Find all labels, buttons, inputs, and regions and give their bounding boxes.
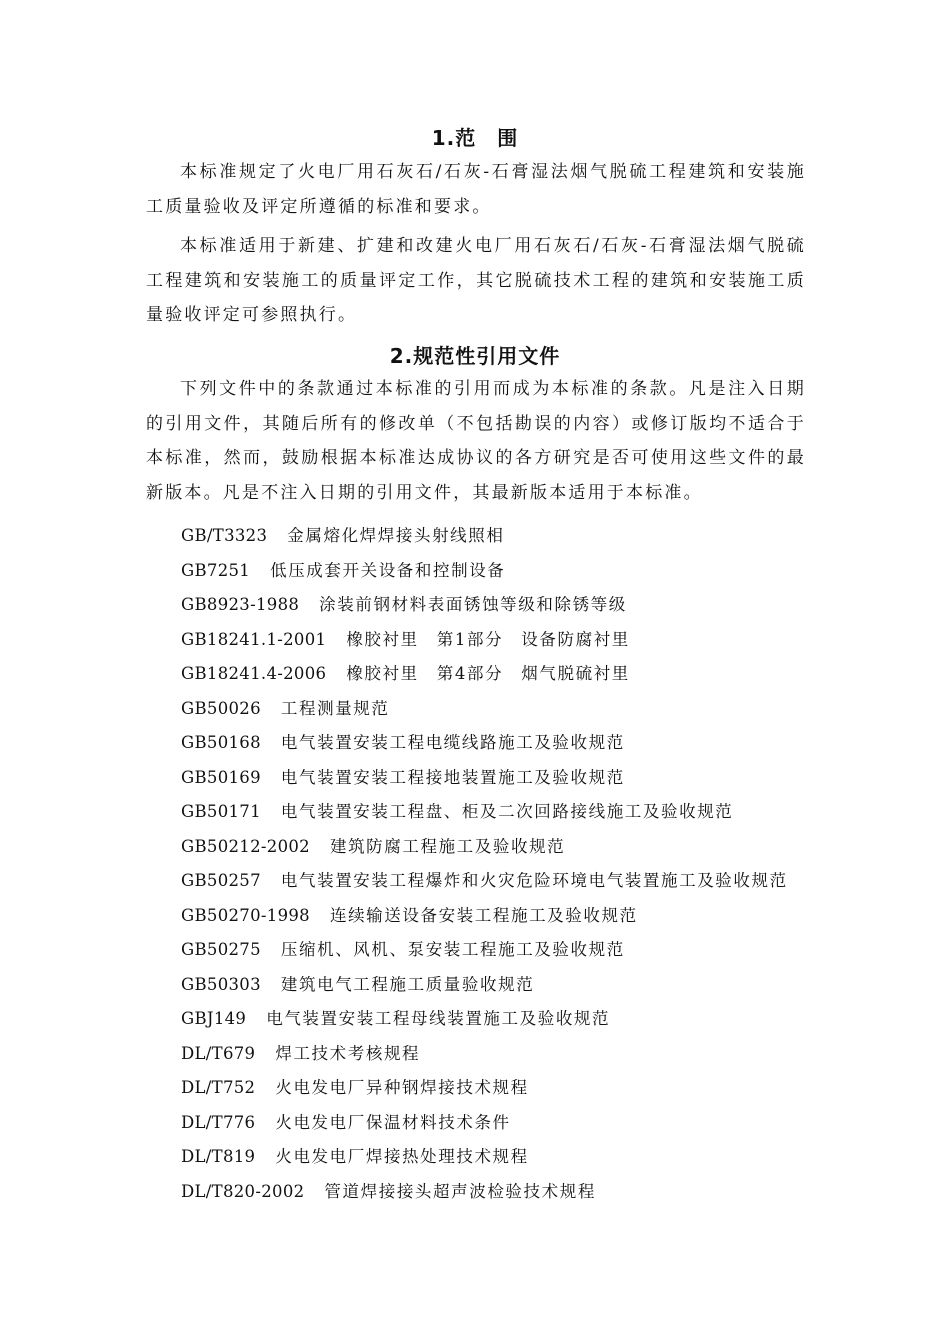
reference-title: 压缩机、风机、泵安装工程施工及验收规范 xyxy=(280,940,625,959)
section-heading-normative-references: 2.规范性引用文件 xyxy=(389,344,561,368)
reference-item xyxy=(181,830,821,865)
reference-item xyxy=(181,795,821,830)
reference-item xyxy=(181,1071,821,1106)
reference-item xyxy=(181,657,821,692)
reference-title: 工程测量规范 xyxy=(280,698,390,718)
reference-item xyxy=(181,968,821,1003)
reference-title: 焊工技术考核规程 xyxy=(275,1043,421,1063)
reference-title: 电气装置安装工程母线装置施工及验收规范 xyxy=(266,1009,611,1028)
reference-code: GB50171 xyxy=(181,802,261,821)
reference-title: 金属熔化焊焊接头射线照相 xyxy=(287,526,505,545)
reference-title: 电气装置安装工程爆炸和火灾危险环境电气装置施工及验收规范 xyxy=(280,871,788,890)
reference-title: 管道焊接接头超声波检验技术规程 xyxy=(324,1181,596,1201)
reference-title: 电气装置安装工程电缆线路施工及验收规范 xyxy=(280,733,625,752)
reference-code: GB7251 xyxy=(181,560,251,580)
reference-item xyxy=(181,554,821,589)
reference-title: 低压成套开关设备和控制设备 xyxy=(270,560,506,580)
reference-code: DL/T752 xyxy=(181,1078,256,1097)
reference-item xyxy=(181,933,821,968)
reference-item xyxy=(181,1002,821,1037)
reference-code: GB/T3323 xyxy=(181,526,268,545)
reference-code: GB18241.1-2001 xyxy=(181,629,327,649)
reference-code: GB50257 xyxy=(181,871,261,890)
reference-code: GB50270-1998 xyxy=(181,905,310,925)
reference-title: 电气装置安装工程盘、柜及二次回路接线施工及验收规范 xyxy=(280,802,734,821)
reference-item xyxy=(181,692,821,727)
reference-item xyxy=(181,726,821,761)
reference-item xyxy=(181,519,821,554)
reference-title: 建筑防腐工程施工及验收规范 xyxy=(329,836,566,856)
reference-title: 橡胶衬里 第1部分 设备防腐衬里 xyxy=(346,629,630,649)
reference-code: GB8923-1988 xyxy=(181,595,300,614)
reference-item xyxy=(181,588,821,623)
reference-code: GB50303 xyxy=(181,974,261,994)
section-heading-scope: 1.范 围 xyxy=(431,126,519,150)
reference-item xyxy=(181,899,821,934)
reference-title: 火电发电厂异种钢焊接技术规程 xyxy=(275,1078,529,1097)
reference-item xyxy=(181,623,821,658)
reference-title: 橡胶衬里 第4部分 烟气脱硫衬里 xyxy=(346,664,630,683)
reference-title: 火电发电厂保温材料技术条件 xyxy=(275,1112,511,1132)
reference-title: 电气装置安装工程接地装置施工及验收规范 xyxy=(280,767,625,787)
reference-item xyxy=(181,1106,821,1141)
reference-item xyxy=(181,1140,821,1175)
reference-code: GB50275 xyxy=(181,940,261,959)
reference-code: GB50168 xyxy=(181,733,261,752)
reference-code: GB50169 xyxy=(181,767,261,787)
reference-title: 连续输送设备安装工程施工及验收规范 xyxy=(329,905,638,925)
reference-item xyxy=(181,864,821,899)
reference-code: GB50212-2002 xyxy=(181,836,310,856)
reference-code: GB18241.4-2006 xyxy=(181,664,327,683)
reference-title: 建筑电气工程施工质量验收规范 xyxy=(280,974,535,994)
reference-title: 火电发电厂焊接热处理技术规程 xyxy=(275,1147,529,1166)
reference-code: GB50026 xyxy=(181,698,261,718)
reference-list xyxy=(181,519,821,1209)
reference-item xyxy=(181,761,821,796)
reference-code: DL/T679 xyxy=(181,1043,256,1063)
reference-code: DL/T819 xyxy=(181,1147,256,1166)
reference-item xyxy=(181,1175,821,1210)
scope-paragraph-2: 本标准适用于新建、扩建和改建火电厂用石灰石/石灰-石膏湿法烟气脱硫工程建筑和安装施工的质量评定工作，其它脱硫技术工程的建筑和安装施工质量验收评定可参照执行。 xyxy=(146,236,806,326)
reference-code: DL/T820-2002 xyxy=(181,1181,305,1201)
references-intro-paragraph: 下列文件中的条款通过本标准的引用而成为本标准的条款。凡是注入日期的引用文件，其随后所有的修改单（不包括勘误的内容）或修订版均不适合于本标准，然而，鼓励根据本标准达成协议的各方研究是否可使用这些文件的最新版本。凡是不注入日期的引用文件，其最新版本适用于本标准。 xyxy=(146,379,806,503)
reference-title: 涂装前钢材料表面锈蚀等级和除锈等级 xyxy=(319,595,627,614)
scope-paragraph-1: 本标准规定了火电厂用石灰石/石灰-石膏湿法烟气脱硫工程建筑和安装施工质量验收及评定所遵循的标准和要求。 xyxy=(146,162,806,217)
reference-code: GBJ149 xyxy=(181,1009,247,1028)
reference-item xyxy=(181,1037,821,1072)
reference-code: DL/T776 xyxy=(181,1112,256,1132)
